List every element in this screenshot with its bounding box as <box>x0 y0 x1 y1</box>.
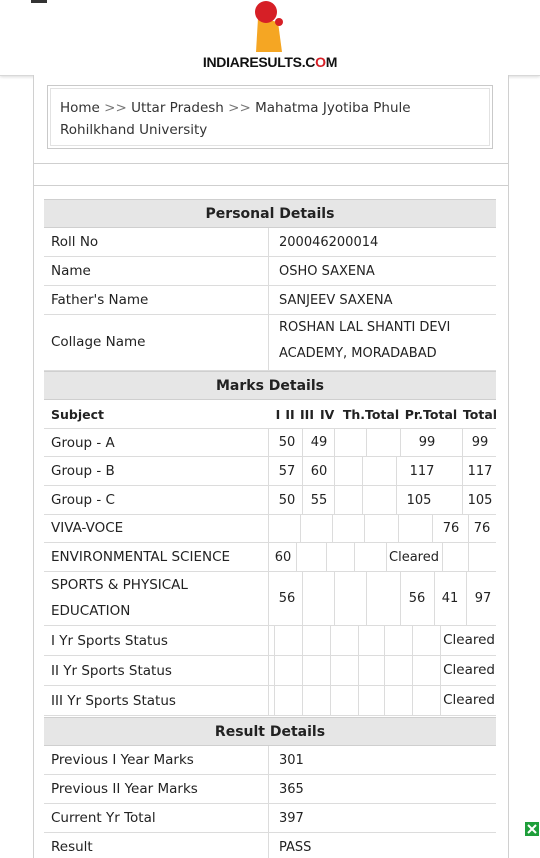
father-name-value: SANJEEV SAXENA <box>279 293 393 308</box>
col-header-ii: II <box>285 407 295 422</box>
subject-name: VIVA-VOCE <box>51 520 124 536</box>
pr-total: 76 <box>442 521 460 536</box>
row-label: Previous II Year Marks <box>51 781 198 797</box>
college-name-line2: ACADEMY, MORADABAD <box>279 346 437 361</box>
roll-no-value: 200046200014 <box>279 235 379 250</box>
table-row <box>44 257 496 286</box>
logo-text[interactable]: INDIARESULTS.COM <box>202 54 338 70</box>
table-row <box>44 286 496 315</box>
total: 76 <box>473 521 491 536</box>
subject-name: ENVIRONMENTAL SCIENCE <box>51 549 231 565</box>
row-label: Father's Name <box>51 292 149 308</box>
table-row <box>44 833 496 858</box>
table-row <box>44 656 496 686</box>
close-x-icon[interactable] <box>524 821 540 837</box>
table-row <box>44 626 496 656</box>
subject-name: Group - C <box>51 492 115 508</box>
total: 97 <box>474 591 492 606</box>
table-row <box>44 746 496 775</box>
table-row <box>44 315 496 371</box>
col-header-iv: IV <box>320 407 335 422</box>
breadcrumb-state[interactable]: Uttar Pradesh <box>131 100 224 116</box>
total: 99 <box>471 435 489 450</box>
current-year-total: 397 <box>279 811 304 826</box>
mark-i: 60 <box>274 550 292 565</box>
divider <box>34 163 508 164</box>
table-row <box>44 775 496 804</box>
table-row <box>44 228 496 257</box>
sports-status-2: Cleared <box>443 662 495 678</box>
status-label: III Yr Sports Status <box>51 693 176 709</box>
breadcrumb-university[interactable]: Mahatma Jyotiba Phule Rohilkhand University <box>60 100 411 138</box>
subject-header: Subject <box>51 407 104 422</box>
row-label: Current Yr Total <box>51 810 156 826</box>
pr-total: 99 <box>418 435 436 450</box>
table-row <box>44 804 496 833</box>
col-header-total: Total <box>462 407 498 422</box>
row-label: Collage Name <box>51 334 146 350</box>
table-row <box>44 515 496 543</box>
pr-total: 41 <box>441 591 459 606</box>
sports-status-1: Cleared <box>443 632 495 648</box>
col-header-pr-total: Pr.Total <box>404 407 458 422</box>
marks-header-row <box>44 400 496 429</box>
mark-ii: 55 <box>310 493 328 508</box>
breadcrumb <box>47 85 493 149</box>
divider <box>34 185 508 186</box>
pr-total: 117 <box>409 464 435 479</box>
table-row <box>44 572 496 626</box>
mark-ii: 49 <box>310 435 328 450</box>
table-row <box>44 686 496 716</box>
env-status: Cleared <box>389 550 439 565</box>
result-details-heading: Result Details <box>44 717 496 746</box>
status-label: I Yr Sports Status <box>51 633 168 649</box>
total: 117 <box>467 464 493 479</box>
th-total: 56 <box>408 591 426 606</box>
prev-year2-marks: 365 <box>279 782 304 797</box>
mark-ii: 60 <box>310 464 328 479</box>
college-name-line1: ROSHAN LAL SHANTI DEVI <box>279 320 451 335</box>
sports-status-3: Cleared <box>443 692 495 708</box>
subject-name: Group - B <box>51 463 115 479</box>
breadcrumb-separator: >> <box>104 100 127 116</box>
row-label: Name <box>51 263 91 279</box>
mark-i: 57 <box>278 464 296 479</box>
subject-name-line1: SPORTS & PHYSICAL <box>51 577 188 593</box>
logo-icon[interactable] <box>252 0 286 54</box>
mark-i: 50 <box>278 435 296 450</box>
logo-o: O <box>315 54 326 70</box>
marks-details-heading: Marks Details <box>44 371 496 400</box>
mark-i: 50 <box>278 493 296 508</box>
total: 105 <box>467 493 493 508</box>
result-value: PASS <box>279 840 312 855</box>
row-label: Roll No <box>51 234 99 250</box>
mark-i: 56 <box>278 591 296 606</box>
prev-year1-marks: 301 <box>279 753 304 768</box>
status-label: II Yr Sports Status <box>51 663 172 679</box>
subject-name: Group - A <box>51 435 115 451</box>
hamburger-icon[interactable] <box>31 0 47 3</box>
breadcrumb-home[interactable]: Home <box>60 100 100 116</box>
row-label: Result <box>51 839 93 855</box>
site-header <box>0 0 540 76</box>
col-header-th-total: Th.Total <box>342 407 400 422</box>
breadcrumb-separator: >> <box>228 100 251 116</box>
pr-total: 105 <box>406 493 432 508</box>
table-row <box>44 543 496 572</box>
name-value: OSHO SAXENA <box>279 264 375 279</box>
table-row <box>44 486 496 515</box>
col-header-iii: III <box>300 407 314 422</box>
table-row <box>44 429 496 457</box>
subject-name-line2: EDUCATION <box>51 603 131 619</box>
col-header-i: I <box>275 407 281 422</box>
personal-details-heading: Personal Details <box>44 199 496 228</box>
table-row <box>44 457 496 486</box>
row-label: Previous I Year Marks <box>51 752 194 768</box>
